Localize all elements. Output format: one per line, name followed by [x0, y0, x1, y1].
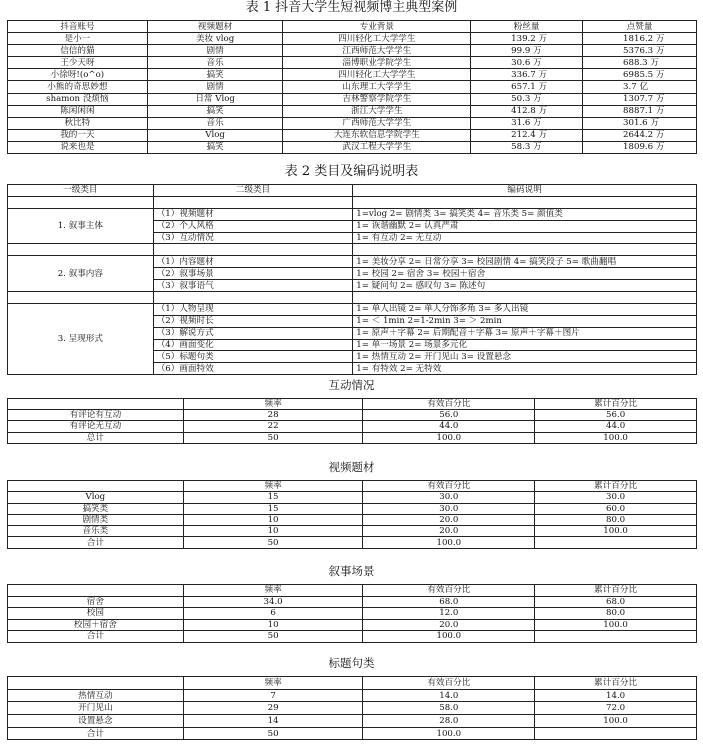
table-cell: 2644.2 万 — [583, 129, 697, 141]
code-description-cell: 1= 原声＋字幕 2= 后期配音＋字幕 3= 原声＋字幕＋图片 — [353, 327, 697, 339]
table-cell: 说来也是 — [8, 141, 148, 153]
group-spacer-row — [8, 196, 697, 208]
column-header: 频率 — [183, 399, 363, 410]
table-cell: 搞笑 — [147, 105, 283, 117]
table-cell: 100.0 — [535, 619, 697, 631]
column-header: 专业背景 — [283, 21, 471, 33]
table-cell: 12.0 — [363, 608, 535, 620]
table-row — [8, 33, 697, 45]
table-cell: 29 — [183, 702, 363, 715]
empty-cell — [153, 292, 353, 304]
row-label: 校园＋宿舍 — [8, 619, 184, 631]
table-cell: 搞笑 — [147, 69, 283, 81]
row-label: 总计 — [8, 432, 184, 443]
table-cell: 50 — [183, 727, 363, 740]
subcategory-cell: （2）个人风格 — [153, 220, 353, 232]
table-cell: 10 — [183, 526, 363, 537]
column-header: 编码说明 — [353, 185, 697, 197]
table-cell: 139.2 万 — [471, 33, 583, 45]
stat-title-0: 互动情况 — [328, 378, 375, 392]
row-label: 合计 — [8, 727, 184, 740]
table-cell: 31.6 万 — [471, 117, 583, 129]
column-header: 有效百分比 — [363, 585, 535, 597]
table-cell: 30.6 万 — [471, 57, 583, 69]
table-cell: 68.0 — [363, 596, 535, 608]
table-cell: 100.0 — [363, 432, 535, 443]
column-header: 累计百分比 — [535, 585, 697, 597]
table-row — [8, 503, 697, 514]
table-row — [8, 514, 697, 525]
column-header: 累计百分比 — [535, 399, 697, 410]
table-cell: 广西师范大学学生 — [283, 117, 471, 129]
table-cell: 我的一天 — [8, 129, 148, 141]
table-row — [8, 93, 697, 105]
table-cell: 657.1 万 — [471, 81, 583, 93]
table-cell: 34.0 — [183, 596, 363, 608]
table-cell: 72.0 — [535, 702, 697, 715]
table-cell: 80.0 — [535, 608, 697, 620]
table-cell: 58.3 万 — [471, 141, 583, 153]
subcategory-cell: （1）人物呈现 — [153, 303, 353, 315]
table-row — [8, 410, 697, 421]
code-description-cell: 1= 校园 2= 宿舍 3= 校园＋宿舍 — [353, 268, 697, 280]
table-cell: 20.0 — [363, 514, 535, 525]
group-spacer-row — [8, 292, 697, 304]
stat-header-row — [8, 585, 697, 597]
category-name: 1. 叙事主体 — [8, 208, 154, 244]
row-label: 有评论有互动 — [8, 410, 184, 421]
table-cell: Vlog — [147, 129, 283, 141]
table-cell: 100.0 — [363, 631, 535, 643]
table-cell: 14.0 — [535, 689, 697, 702]
table-cell: 30.0 — [363, 503, 535, 514]
column-header: 累计百分比 — [535, 677, 697, 690]
table-cell: 44.0 — [363, 421, 535, 432]
code-description-cell: 1= 诙谐幽默 2= 认真严肃 — [353, 220, 697, 232]
table-cell: 日常 Vlog — [147, 93, 283, 105]
table-row — [8, 45, 697, 57]
column-header: 二级类目 — [153, 185, 353, 197]
table-cell: 100.0 — [363, 537, 535, 548]
table-cell — [535, 537, 697, 548]
column-header: 有效百分比 — [363, 481, 535, 492]
row-label: 有评论无互动 — [8, 421, 184, 432]
column-header: 视频题材 — [147, 21, 283, 33]
stat-header-row — [8, 399, 697, 410]
column-header: 有效百分比 — [363, 677, 535, 690]
table-cell: 56.0 — [535, 410, 697, 421]
table-cell: 28.0 — [363, 715, 535, 728]
table-row — [8, 81, 697, 93]
table-row — [8, 715, 697, 728]
table-cell: 剧情 — [147, 81, 283, 93]
table-cell: 50 — [183, 432, 363, 443]
table-cell: 小徐呀!(o^o) — [8, 69, 148, 81]
table-cell: 四川轻化工大学学生 — [283, 69, 471, 81]
empty-cell — [8, 244, 154, 256]
table-cell: 5376.3 万 — [583, 45, 697, 57]
table-row — [8, 596, 697, 608]
empty-cell — [153, 196, 353, 208]
table-cell: 15 — [183, 503, 363, 514]
code-description-cell: 1= 有特效 2= 无特效 — [353, 363, 697, 375]
table-cell: 22 — [183, 421, 363, 432]
row-label: 开门见山 — [8, 702, 184, 715]
table-cell: 50.3 万 — [471, 93, 583, 105]
stat-header-row — [8, 677, 697, 690]
table-cell: 100.0 — [535, 715, 697, 728]
stat-title-2: 叙事场景 — [328, 564, 375, 578]
table-cell: 44.0 — [535, 421, 697, 432]
table-row — [8, 117, 697, 129]
column-header: 累计百分比 — [535, 481, 697, 492]
row-label: Vlog — [8, 492, 184, 503]
table-cell: 50 — [183, 537, 363, 548]
table-cell: 信信的猫 — [8, 45, 148, 57]
table2 — [7, 184, 697, 375]
table-cell: 10 — [183, 514, 363, 525]
table-cell: 100.0 — [535, 526, 697, 537]
subcategory-cell: （4）画面变化 — [153, 339, 353, 351]
row-label: 剧情类 — [8, 514, 184, 525]
empty-cell — [8, 292, 154, 304]
stat-table-interaction — [7, 398, 697, 444]
subcategory-cell: （1）视频题材 — [153, 208, 353, 220]
stat-table-scene — [7, 584, 697, 643]
stat-table-title-type — [7, 676, 697, 740]
table-cell: 6985.5 万 — [583, 69, 697, 81]
table-cell: 28 — [183, 410, 363, 421]
table2-caption: 表 2 类目及编码说明表 — [284, 164, 419, 179]
empty-cell — [353, 196, 697, 208]
row-label: 宿舍 — [8, 596, 184, 608]
table-row — [8, 432, 697, 443]
empty-cell — [353, 244, 697, 256]
row-label: 设置悬念 — [8, 715, 184, 728]
subcategory-cell: （3）叙事语气 — [153, 280, 353, 292]
table-cell: 四川轻化工大学学生 — [283, 33, 471, 45]
table-row — [8, 256, 697, 268]
table-cell: 1809.6 万 — [583, 141, 697, 153]
table-cell: 688.3 万 — [583, 57, 697, 69]
table1-header-row — [8, 21, 697, 33]
column-header: 频率 — [183, 481, 363, 492]
table-row — [8, 492, 697, 503]
column-header: 一级类目 — [8, 185, 154, 197]
column-header — [8, 399, 184, 410]
subcategory-cell: （5）标题句类 — [153, 351, 353, 363]
code-description-cell: 1= 单人出镜 2= 单人分饰多角 3= 多人出镜 — [353, 303, 697, 315]
stat-title-3: 标题句类 — [328, 656, 375, 670]
table-cell: 大连东软信息学院学生 — [283, 129, 471, 141]
stat-header-row — [8, 481, 697, 492]
table2-header-row — [8, 185, 697, 197]
column-header: 频率 — [183, 677, 363, 690]
row-label: 搞笑类 — [8, 503, 184, 514]
subcategory-cell: （1）内容题材 — [153, 256, 353, 268]
table-cell: 30.0 — [535, 492, 697, 503]
table-cell: 淄博职业学院学生 — [283, 57, 471, 69]
column-header: 有效百分比 — [363, 399, 535, 410]
table1-caption: 表 1 抖音大学生短视频博主典型案例 — [245, 0, 458, 15]
table-cell: 吉林警察学院学生 — [283, 93, 471, 105]
row-label: 合计 — [8, 537, 184, 548]
table-cell: 20.0 — [363, 526, 535, 537]
subcategory-cell: （3）解说方式 — [153, 327, 353, 339]
table-cell: 音乐 — [147, 117, 283, 129]
table-cell: 1307.7 万 — [583, 93, 697, 105]
code-description-cell: 1= 热情互动 2= 开门见山 3= 设置悬念 — [353, 351, 697, 363]
table-cell: 浙江大学学生 — [283, 105, 471, 117]
table-cell — [535, 727, 697, 740]
table-cell: 212.4 万 — [471, 129, 583, 141]
table-row — [8, 129, 697, 141]
table-row — [8, 69, 697, 81]
table-cell: 8887.1 万 — [583, 105, 697, 117]
table-row — [8, 702, 697, 715]
row-label: 音乐类 — [8, 526, 184, 537]
table-cell: 15 — [183, 492, 363, 503]
table-cell: 14 — [183, 715, 363, 728]
code-description-cell: 1= 有互动 2= 无互动 — [353, 232, 697, 244]
table-cell: 50 — [183, 631, 363, 643]
subcategory-cell: （6）画面特效 — [153, 363, 353, 375]
table-cell: 14.0 — [363, 689, 535, 702]
category-name: 2. 叙事内容 — [8, 256, 154, 292]
table-row — [8, 526, 697, 537]
row-label: 热情互动 — [8, 689, 184, 702]
subcategory-cell: （3）互动情况 — [153, 232, 353, 244]
table-cell: shamon 没烦恼 — [8, 93, 148, 105]
table-cell: 99.9 万 — [471, 45, 583, 57]
table-row — [8, 727, 697, 740]
table-cell: 100.0 — [363, 727, 535, 740]
table-cell: 6 — [183, 608, 363, 620]
table-cell: 10 — [183, 619, 363, 631]
code-description-cell: 1= 疑问句 2= 感叹句 3= 陈述句 — [353, 280, 697, 292]
table-cell: 60.0 — [535, 503, 697, 514]
table-cell: 武汉工程大学学生 — [283, 141, 471, 153]
column-header: 频率 — [183, 585, 363, 597]
table-cell: 336.7 万 — [471, 69, 583, 81]
table-row — [8, 537, 697, 548]
table-cell: 美妆 vlog — [147, 33, 283, 45]
table-cell: 是小一 — [8, 33, 148, 45]
table-cell: 1816.2 万 — [583, 33, 697, 45]
table-cell: 7 — [183, 689, 363, 702]
column-header: 点赞量 — [583, 21, 697, 33]
table1 — [7, 20, 697, 154]
table-row — [8, 141, 697, 153]
column-header — [8, 481, 184, 492]
column-header: 抖音账号 — [8, 21, 148, 33]
table-row — [8, 631, 697, 643]
table-cell: 小熊的奇思妙想 — [8, 81, 148, 93]
table-cell — [535, 631, 697, 643]
table-cell: 80.0 — [535, 514, 697, 525]
table-row — [8, 619, 697, 631]
empty-cell — [8, 196, 154, 208]
table-cell: 3.7 亿 — [583, 81, 697, 93]
table-row — [8, 303, 697, 315]
stat-table-topic — [7, 480, 697, 549]
row-label: 校园 — [8, 608, 184, 620]
column-header — [8, 677, 184, 690]
table-row — [8, 421, 697, 432]
table-cell: 56.0 — [363, 410, 535, 421]
table-cell: 山东理工大学学生 — [283, 81, 471, 93]
table-cell: 20.0 — [363, 619, 535, 631]
table-row — [8, 689, 697, 702]
table-row — [8, 105, 697, 117]
table-cell: 江西师范大学学生 — [283, 45, 471, 57]
table-cell: 301.6 万 — [583, 117, 697, 129]
category-name: 3. 呈现形式 — [8, 303, 154, 374]
code-description-cell: 1= 单一场景 2= 场景多元化 — [353, 339, 697, 351]
table-row — [8, 608, 697, 620]
table-cell: 412.8 万 — [471, 105, 583, 117]
empty-cell — [153, 244, 353, 256]
table-cell: 30.0 — [363, 492, 535, 503]
table-cell: 秋比特 — [8, 117, 148, 129]
group-spacer-row — [8, 244, 697, 256]
column-header — [8, 585, 184, 597]
subcategory-cell: （2）视频时长 — [153, 315, 353, 327]
table-row — [8, 208, 697, 220]
row-label: 合计 — [8, 631, 184, 643]
empty-cell — [353, 292, 697, 304]
column-header: 粉丝量 — [471, 21, 583, 33]
code-description-cell: 1= ＜ 1min 2=1-2min 3= ＞ 2min — [353, 315, 697, 327]
table-cell: 剧情 — [147, 45, 283, 57]
table-row — [8, 57, 697, 69]
table-cell: 搞笑 — [147, 141, 283, 153]
table-cell: 音乐 — [147, 57, 283, 69]
table-cell: 58.0 — [363, 702, 535, 715]
code-description-cell: 1=vlog 2= 剧情类 3= 搞笑类 4= 音乐类 5= 颜值类 — [353, 208, 697, 220]
code-description-cell: 1= 美妆分享 2= 日常分享 3= 校园剧情 4= 搞笑段子 5= 歌曲翻唱 — [353, 256, 697, 268]
table-cell: 陈闲闲闲 — [8, 105, 148, 117]
table-cell: 100.0 — [535, 432, 697, 443]
subcategory-cell: （2）叙事场景 — [153, 268, 353, 280]
table-cell: 王少天呀 — [8, 57, 148, 69]
stat-title-1: 视频题材 — [328, 460, 375, 474]
table-cell: 68.0 — [535, 596, 697, 608]
